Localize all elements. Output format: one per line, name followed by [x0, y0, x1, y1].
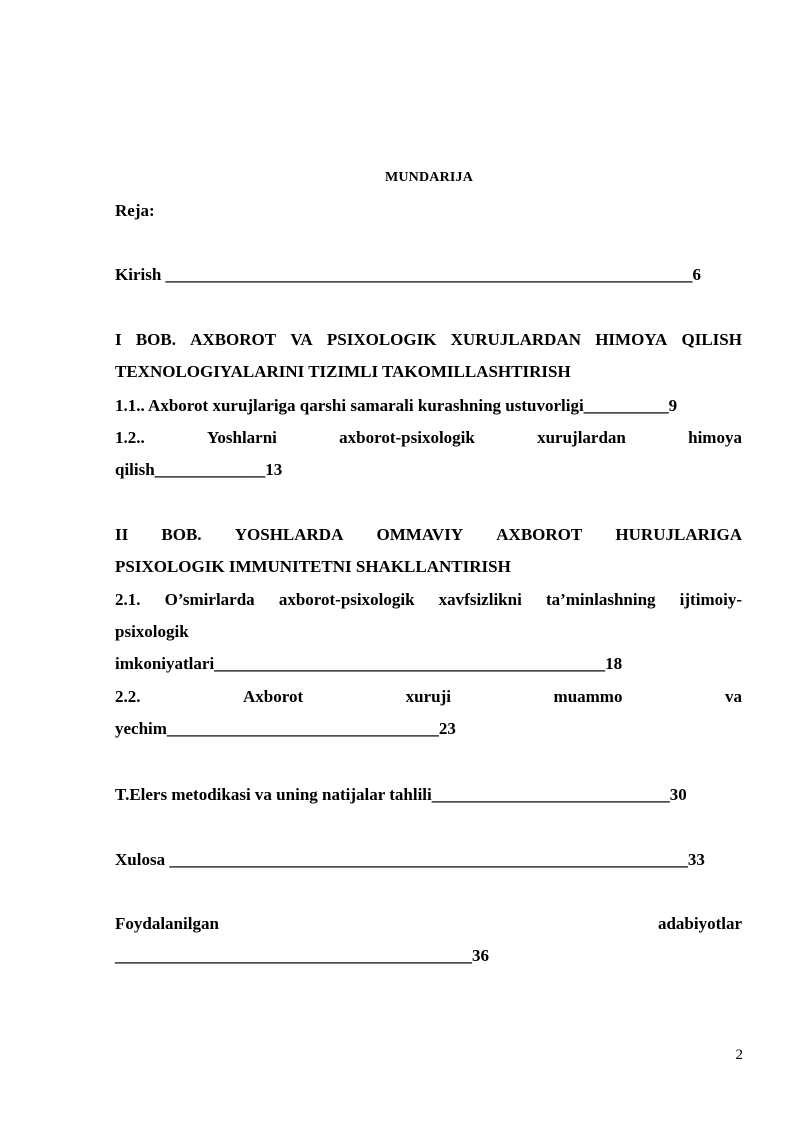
- word: QILISH: [681, 330, 742, 349]
- toc-entry-1-1: 1.1.. Axborot xurujlariga qarshi samarali kurashning ustuvorligi__________9: [115, 396, 678, 415]
- word: ijtimoiy-: [679, 590, 742, 609]
- word: YOSHLARDA: [234, 525, 344, 544]
- word: adabiyotlar: [657, 914, 742, 933]
- word: Foydalanilgan: [115, 914, 219, 933]
- word: BOB.: [135, 330, 176, 349]
- word: O’smirlarda: [164, 590, 255, 609]
- word: XURUJLARDAN: [450, 330, 581, 349]
- page-title: MUNDARIJA: [384, 170, 474, 185]
- toc-chapter-1-line-1: [115, 329, 742, 351]
- word: AXBOROT: [190, 330, 277, 349]
- word: Axborot: [243, 687, 304, 706]
- word: 1.2..: [115, 428, 145, 447]
- toc-chapter-2-line-2: PSIXOLOGIK IMMUNITETNI SHAKLLANTIRISH: [115, 557, 511, 576]
- word: HURUJLARIGA: [615, 525, 742, 544]
- word: I: [115, 330, 122, 349]
- word: VA: [290, 330, 313, 349]
- word: va: [725, 687, 742, 706]
- reja-heading: Reja:: [115, 201, 155, 220]
- word: OMMAVIY: [376, 525, 464, 544]
- word: axborot-psixologik: [278, 590, 415, 609]
- toc-entry-foydalanilgan-line-1: [115, 913, 742, 935]
- word: AXBOROT: [496, 525, 583, 544]
- word: muammo: [553, 687, 623, 706]
- toc-entry-2-1-line-3: imkoniyatlari______________________________________________18: [115, 654, 623, 673]
- word: PSIXOLOGIK: [326, 330, 437, 349]
- toc-entry-xulosa: Xulosa _____________________________________________________________33: [115, 850, 705, 869]
- toc-entry-kirish: Kirish ______________________________________________________________6: [115, 265, 702, 284]
- toc-entry-elers: T.Elers metodikasi va uning natijalar tahlili____________________________30: [115, 785, 687, 804]
- toc-entry-2-1-line-1: [115, 589, 742, 611]
- toc-entry-1-2-line-1: [115, 427, 742, 449]
- toc-entry-1-2-line-2: qilish_____________13: [115, 460, 283, 479]
- page-number: 2: [735, 1047, 743, 1063]
- word: 2.1.: [115, 590, 141, 609]
- word: xurujlardan: [537, 428, 626, 447]
- toc-chapter-2-line-1: [115, 524, 742, 546]
- word: 2.2.: [115, 687, 141, 706]
- word: HIMOYA: [595, 330, 668, 349]
- toc-entry-foydalanilgan-line-2: __________________________________________36: [115, 946, 489, 965]
- word: II: [115, 525, 129, 544]
- word: axborot-psixologik: [339, 428, 475, 447]
- toc-chapter-1-line-2: TEXNOLOGIYALARINI TIZIMLI TAKOMILLASHTIRISH: [115, 362, 571, 381]
- toc-entry-2-2-line-1: [115, 686, 742, 708]
- word: ta’minlashning: [545, 590, 656, 609]
- word: xavfsizlikni: [438, 590, 522, 609]
- toc-entry-2-1-line-2: psixologik: [115, 622, 189, 641]
- toc-entry-2-2-line-2: yechim________________________________23: [115, 719, 456, 738]
- word: Yoshlarni: [206, 428, 277, 447]
- word: BOB.: [161, 525, 202, 544]
- word: himoya: [688, 428, 742, 447]
- word: xuruji: [405, 687, 452, 706]
